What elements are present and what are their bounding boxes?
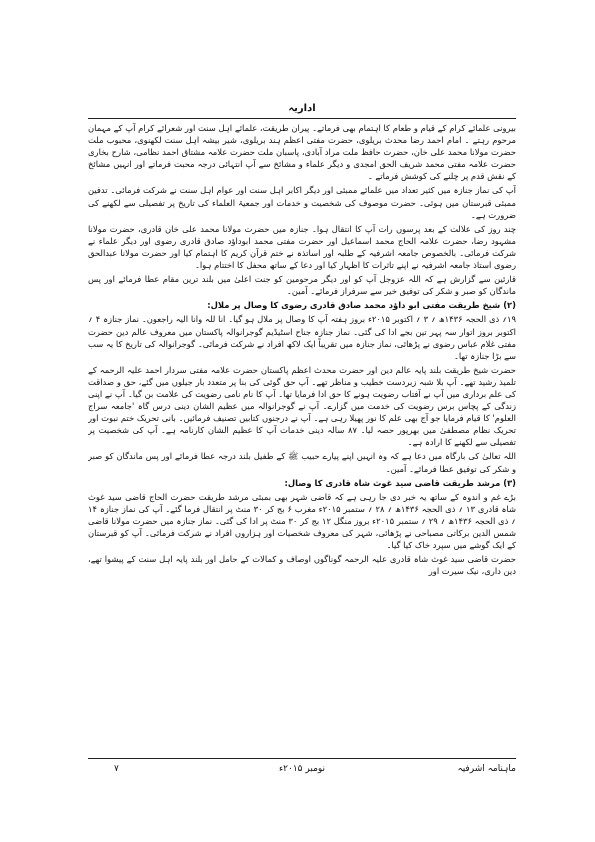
magazine-name: ماہنامہ اشرفیہ [457, 764, 516, 774]
section-heading: (۳) مرشد طریقت قاضی سید غوث شاہ قادری کا وصال: [284, 477, 516, 488]
issue-date: نومبر ۲۰۱۵ء [278, 764, 326, 774]
paragraph: بڑے غم و اندوہ کے ساتھ یہ خبر دی جا رہی ہے کہ قاضی شہر بھی بمبئی مرشد طریقت حضرت الحاج قاضی سید غوث شاہ قادری ۱۳ ؍ ذی الحجہ ۱۴۳۶ھ ؍ ۲۸ ؍ ستمبر ۲۰۱۵ء مغرب ۶ بج کر ۳۰ منٹ پر انتقال فرما گئے۔ آپ کی نماز جنازہ ۱۴ ؍ ذی الحجہ ۱۴۳۶ھ ؍ ۲۹ ؍ ستمبر ۲۰۱۵ء بروز منگل ۱۲ بج کر ۳۰ منٹ پر ادا کی گئی۔ نماز جنازہ میں حضرت مولانا قاضی شمس الدین برکاتی مصباحی نے پڑھائی، شہر کی معروف شخصیات اور ہزاروں افراد نے شرکت فرمائی۔ آپ کو قبرستان کے ایک گوشے میں سپرد خاک کیا گیا۔ [88, 491, 516, 551]
paragraph: حضرت شیخ طریقت بلند پایہ عالم دین اور حضرت محدث اعظم پاکستان حضرت علامہ مفتی سردار احمد علیہ الرحمہ کے تلمیذ رشید تھے۔ آپ بلا شبہ زبردست خطیب و مناظر تھے۔ آپ حق گوئی کی بنا پر متعدد بار جیلوں میں گئے، حق و صداقت کی علم برداری میں آپ نے آفتاب رضویت ہونے کا حق ادا فرمایا تھا۔ آپ کا نام نامی رضویت کی علامت بن گیا۔ آپ نے اپنی زندگی کے پچاس برس رضویت کی خدمت میں گزارے۔ آپ نے گوجرانوالہ میں عظیم الشان دینی درس گاہ 'جامعہ سراج العلوم' کا قیام فرمایا جو آج بھی علم کا نور پھیلا رہی ہے۔ آپ نے درجنوں کتابیں تصنیف فرمائیں۔ بانی تحریک ختم نبوت اور تحریک نظام مصطفیٰ میں بھرپور حصہ لیا۔ ۸۷ سالہ دینی خدمات آپ کا عظیم الشان کارنامہ ہے۔ آپ کی شخصیت پر تفصیلی سے لکھنے کا ارادہ ہے۔ [88, 364, 516, 448]
header-rule [88, 118, 516, 119]
footer-rule [88, 758, 516, 759]
paragraph: آپ کی نماز جنازہ میں کثیر تعداد میں علمائے ممبئی اور دیگر اکابر اہل سنت اور عوام اہل سنت نے شرکت فرمائی۔ تدفین ممبئی قبرستان میں ہوئی۔ حضرت موصوف کی شخصیت و خدمات اور جمعیۃ العلماء کی تاریخ پر تفصیلی سے لکھنے کی ضرورت ہے۔ [88, 185, 516, 220]
article-body [88, 122, 516, 754]
section-heading: (۲) شیخ طریقت مفتی ابو داؤد محمد صادق قادری رضوی کا وصال پر ملال: [207, 300, 516, 311]
paragraph: حضرت قاضی سید غوث شاہ قادری علیہ الرحمہ گوناگوں اوصاف و کمالات کے حامل اور بلند پایہ اہل سنت کے پیشوا تھے، دین داری، نیک سیرت اور [88, 554, 516, 577]
page-number: ۷ [114, 764, 119, 774]
paragraph: قارئین سے گزارش ہے کہ اللہ عزوجل آپ کو اور دیگر مرحومین کو جنت اعلیٰ میں بلند ترین مقام عطا فرمائے اور پس ماندگان کو صبر و شکر کی توفیق خیر سے سرفراز فرمائے۔ آمین۔ [88, 274, 516, 297]
paragraph: چند روز کی علالت کے بعد پرسوں رات آپ کا انتقال ہوا۔ جنازہ میں حضرت مولانا محمد علی خان قادری، حضرت مولانا مشہود رضا، حضرت علامہ الحاج محمد اسماعیل اور حضرت مفتی محمد ابوداؤد صادق قادری رضوی اور دیگر علماء نے شرکت فرمائی۔ بالخصوص جامعہ اشرفیہ کے طلبہ اور اساتذہ نے ختم قرآن کریم کا اہتمام کیا اور حضرت مولانا عبدالحق رضوی استاذ جامعہ اشرفیہ نے اپنے تاثرات کا اظہار کیا اور دعا کے ساتھ محفل کا اختتام ہوا۔ [88, 223, 516, 271]
paragraph: بیرونی علمائے کرام کے قیام و طعام کا اہتمام بھی فرماتے۔ پیران طریقت، علمائے اہل سنت اور شعرائے کرام آپ کے مہمان مرحوم رہتے ۔ امام احمد رضا محدث بریلوی، حضرت مفتی اعظم ہند بریلوی، شیر بیشہ اہل سنت لکھنوی، محبوب ملت حضرت مولانا محمد علی خان، حضرت حافظ ملت مراد آبادی، پاسبان ملت حضرت علامہ مشتاق احمد نظامی، شارح بخاری حضرت علامہ مفتی محمد شریف الحق امجدی و دیگر علماء و مشائخ سے آپ انتہائی درجہ محبت فرماتے اور انہیں مشائخ کے نقش قدم پر چلنے کی کوشش فرماتے ۔ [88, 123, 516, 182]
page-footer [88, 764, 516, 778]
paragraph: اللہ تعالیٰ کی بارگاہ میں دعا ہے کہ وہ انہیں اپنے پیارے حبیب ﷺ کے طفیل بلند درجہ عطا فرمائے اور پس ماندگان کو صبر و شکر کی توفیق عطا فرمائے۔ آمین۔ [88, 451, 516, 474]
page-title: اداریہ [288, 103, 316, 114]
paragraph: ۱۹؍ ذی الحجہ ۱۴۳۶ھ ؍ ۳ ؍ اکتوبر ۲۰۱۵ء بروز ہفتہ آپ کا وصال پر ملال ہو گیا۔ انا للہ وانا الیہ راجعون۔ نماز جنازہ ۴ ؍ اکتوبر بروز اتوار سہ پہر تین بجے ادا کی گئی۔ نماز جنازہ جناح اسٹیڈیم گوجرانوالہ پاکستان میں معروف عالم دین حضرت مفتی غلام عباس رضوی نے پڑھائی، نماز جنازہ میں تقریباً ایک لاکھ افراد نے شرکت فرمائی۔ گوجرانوالہ کی تاریخ کا یہ سب سے بڑا جنازہ تھا۔ [88, 314, 516, 361]
